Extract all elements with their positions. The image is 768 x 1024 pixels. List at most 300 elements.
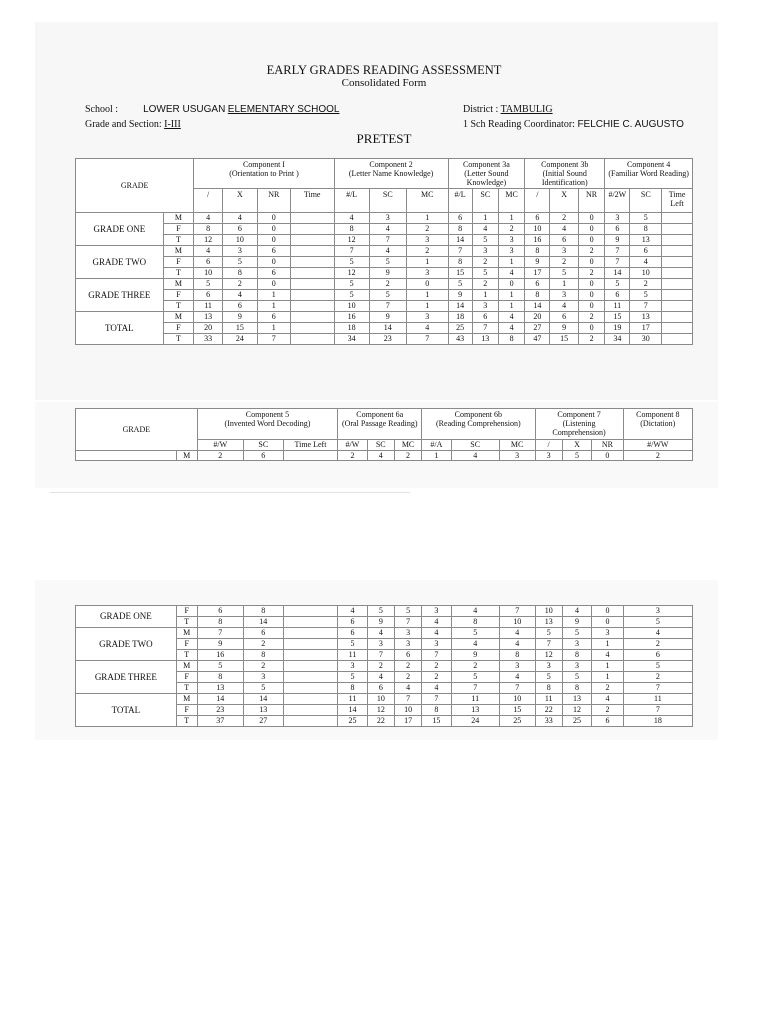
value-cell: 9 [369, 268, 406, 279]
value-cell: 2 [243, 639, 283, 650]
sex-cell: T [176, 716, 197, 727]
value-cell: 7 [369, 301, 406, 312]
value-cell: 10 [194, 268, 222, 279]
value-cell: 17 [394, 716, 421, 727]
school-label: School : [85, 104, 119, 115]
value-cell: 1 [592, 661, 623, 672]
value-cell: 5 [222, 257, 257, 268]
value-cell [283, 650, 338, 661]
sex-cell: T [163, 334, 194, 345]
value-cell: 5 [535, 628, 562, 639]
value-cell: 30 [630, 334, 662, 345]
value-cell: 13 [197, 683, 243, 694]
value-cell: 6 [525, 213, 550, 224]
value-cell: 10 [334, 301, 369, 312]
value-cell: 3 [222, 246, 257, 257]
pretest-table-components-5-8-continued [75, 605, 693, 727]
table-row [76, 235, 693, 246]
value-cell: 5 [369, 257, 406, 268]
value-cell: 4 [592, 694, 623, 705]
value-cell: 4 [550, 224, 578, 235]
component-header: Component 4 (Familiar Word Reading) [605, 159, 693, 189]
value-cell: 19 [605, 323, 630, 334]
value-cell [290, 323, 334, 334]
value-cell: 7 [605, 257, 630, 268]
value-cell: 14 [448, 235, 472, 246]
value-cell: 8 [562, 683, 591, 694]
value-cell: 4 [498, 268, 524, 279]
value-cell: 6 [197, 606, 243, 617]
value-cell: 2 [394, 661, 421, 672]
value-cell [290, 213, 334, 224]
grade-name: TOTAL [76, 312, 164, 345]
value-cell: 7 [334, 246, 369, 257]
value-cell: 3 [535, 451, 562, 461]
value-cell [290, 235, 334, 246]
value-cell: 2 [451, 661, 499, 672]
subheader-cell: #/L [334, 189, 369, 213]
subheader-cell: #/2W [605, 189, 630, 213]
value-cell: 1 [550, 279, 578, 290]
value-cell: 33 [194, 334, 222, 345]
value-cell: 3 [369, 213, 406, 224]
value-cell: 5 [535, 672, 562, 683]
value-cell: 0 [257, 279, 290, 290]
value-cell: 6 [243, 451, 283, 461]
component-header: Component 3a (Letter Sound Knowledge) [448, 159, 525, 189]
value-cell: 4 [222, 290, 257, 301]
value-cell: 2 [578, 246, 604, 257]
value-cell: 11 [338, 694, 367, 705]
grade-name: GRADE ONE [76, 213, 164, 246]
value-cell: 4 [367, 451, 394, 461]
sex-cell: M [176, 628, 197, 639]
value-cell: 5 [334, 279, 369, 290]
value-cell: 15 [550, 334, 578, 345]
subheader-cell: X [550, 189, 578, 213]
value-cell: 13 [243, 705, 283, 716]
value-cell: 8 [194, 224, 222, 235]
value-cell [283, 672, 338, 683]
grade-header: GRADE [76, 159, 194, 213]
sex-cell: F [176, 672, 197, 683]
value-cell: 10 [499, 694, 535, 705]
value-cell [283, 628, 338, 639]
sex-cell: F [176, 705, 197, 716]
value-cell: 3 [550, 246, 578, 257]
value-cell: 2 [472, 279, 498, 290]
value-cell: 3 [472, 301, 498, 312]
value-cell: 5 [472, 268, 498, 279]
component-header: Component 2 (Letter Name Knowledge) [334, 159, 448, 189]
value-cell: 4 [630, 257, 662, 268]
value-cell: 5 [630, 290, 662, 301]
value-cell: 4 [394, 683, 421, 694]
value-cell: 7 [499, 683, 535, 694]
value-cell: 6 [592, 716, 623, 727]
district-value: TAMBULIG [500, 104, 553, 115]
value-cell: 47 [525, 334, 550, 345]
value-cell: 2 [550, 213, 578, 224]
component-header: Component 5 (Invented Word Decoding) [197, 409, 338, 440]
value-cell: 15 [499, 705, 535, 716]
value-cell: 22 [367, 716, 394, 727]
table-row [76, 628, 693, 639]
subheader-cell: / [194, 189, 222, 213]
value-cell: 1 [498, 290, 524, 301]
value-cell: 7 [535, 639, 562, 650]
value-cell: 6 [630, 246, 662, 257]
grade-name: TOTAL [76, 694, 177, 727]
subheader-cell: #/WW [623, 440, 692, 451]
sex-cell: F [163, 323, 194, 334]
value-cell: 14 [525, 301, 550, 312]
subheader-cell: / [525, 189, 550, 213]
value-cell: 5 [394, 606, 421, 617]
value-cell: 5 [369, 290, 406, 301]
value-cell: 8 [197, 617, 243, 628]
value-cell: 3 [406, 235, 448, 246]
value-cell: 4 [338, 606, 367, 617]
value-cell: 16 [525, 235, 550, 246]
value-cell: 11 [338, 650, 367, 661]
value-cell: 2 [498, 224, 524, 235]
table-row [76, 323, 693, 334]
coordinator-label: 1 Sch Reading Coordinator: [463, 119, 575, 130]
value-cell: 14 [448, 301, 472, 312]
value-cell: 3 [550, 290, 578, 301]
value-cell: 6 [222, 301, 257, 312]
subheader-cell: X [562, 440, 591, 451]
subheader-cell: NR [257, 189, 290, 213]
value-cell: 4 [422, 683, 451, 694]
value-cell: 5 [194, 279, 222, 290]
value-cell: 4 [422, 617, 451, 628]
value-cell: 17 [525, 268, 550, 279]
sex-cell: T [163, 301, 194, 312]
value-cell [662, 301, 693, 312]
value-cell: 15 [605, 312, 630, 323]
value-cell: 20 [194, 323, 222, 334]
value-cell: 9 [197, 639, 243, 650]
value-cell: 8 [222, 268, 257, 279]
value-cell: 17 [630, 323, 662, 334]
value-cell: 4 [194, 213, 222, 224]
value-cell: 3 [422, 639, 451, 650]
value-cell: 5 [623, 661, 692, 672]
table-row [76, 334, 693, 345]
value-cell: 8 [243, 606, 283, 617]
component-header-row [76, 409, 693, 440]
coordinator-name: FELCHIE C. AUGUSTO [577, 119, 684, 130]
value-cell: 6 [338, 617, 367, 628]
value-cell: 6 [222, 224, 257, 235]
value-cell: 10 [630, 268, 662, 279]
value-cell [283, 617, 338, 628]
document-title: EARLY GRADES READING ASSESSMENT [266, 63, 502, 77]
subheader-cell: Time Left [283, 440, 338, 451]
value-cell: 5 [451, 628, 499, 639]
value-cell: 7 [630, 301, 662, 312]
value-cell: 4 [498, 312, 524, 323]
value-cell: 6 [605, 290, 630, 301]
grade-name [76, 451, 177, 461]
value-cell: 2 [623, 639, 692, 650]
subheader-cell: MC [498, 189, 524, 213]
value-cell: 3 [562, 661, 591, 672]
value-cell [283, 639, 338, 650]
value-cell: 2 [367, 661, 394, 672]
table-row [76, 213, 693, 224]
sex-cell: M [176, 661, 197, 672]
sex-cell: T [176, 650, 197, 661]
value-cell: 1 [406, 213, 448, 224]
value-cell: 9 [369, 312, 406, 323]
value-cell: 7 [422, 694, 451, 705]
value-cell: 12 [194, 235, 222, 246]
sex-cell: M [163, 246, 194, 257]
value-cell: 4 [499, 628, 535, 639]
subheader-cell: SC [472, 189, 498, 213]
value-cell: 3 [592, 628, 623, 639]
value-cell: 2 [623, 451, 692, 461]
value-cell: 18 [448, 312, 472, 323]
value-cell: 1 [472, 290, 498, 301]
value-cell: 4 [406, 323, 448, 334]
value-cell: 8 [422, 705, 451, 716]
value-cell: 9 [222, 312, 257, 323]
value-cell: 5 [367, 606, 394, 617]
value-cell: 2 [222, 279, 257, 290]
sex-cell: F [176, 639, 197, 650]
value-cell: 5 [334, 290, 369, 301]
value-cell: 0 [257, 213, 290, 224]
value-cell: 6 [525, 279, 550, 290]
value-cell: 3 [535, 661, 562, 672]
value-cell: 14 [197, 694, 243, 705]
document-subtitle: Consolidated Form [341, 77, 427, 89]
component-header: Component 7 (Listening Comprehension) [535, 409, 623, 440]
value-cell: 14 [243, 617, 283, 628]
value-cell: 2 [369, 279, 406, 290]
value-cell: 8 [448, 224, 472, 235]
value-cell: 1 [592, 672, 623, 683]
pretest-table-components-1-4 [75, 158, 693, 345]
value-cell: 7 [394, 617, 421, 628]
value-cell: 6 [550, 235, 578, 246]
value-cell: 14 [369, 323, 406, 334]
value-cell: 6 [605, 224, 630, 235]
value-cell: 13 [194, 312, 222, 323]
value-cell: 34 [605, 334, 630, 345]
value-cell: 12 [535, 650, 562, 661]
value-cell: 24 [451, 716, 499, 727]
value-cell: 33 [535, 716, 562, 727]
subheader-cell: #/W [338, 440, 367, 451]
value-cell: 5 [448, 279, 472, 290]
value-cell: 5 [243, 683, 283, 694]
value-cell [290, 290, 334, 301]
value-cell: 2 [197, 451, 243, 461]
value-cell: 4 [550, 301, 578, 312]
value-cell: 0 [592, 451, 623, 461]
value-cell [662, 235, 693, 246]
value-cell: 4 [334, 213, 369, 224]
value-cell: 0 [257, 235, 290, 246]
sex-cell: T [176, 683, 197, 694]
value-cell: 14 [338, 705, 367, 716]
value-cell: 1 [257, 301, 290, 312]
value-cell: 25 [562, 716, 591, 727]
value-cell [662, 312, 693, 323]
table-row [76, 661, 693, 672]
school-line [85, 104, 340, 115]
value-cell: 15 [222, 323, 257, 334]
value-cell: 6 [338, 628, 367, 639]
value-cell: 4 [451, 451, 499, 461]
subheader-cell: SC [367, 440, 394, 451]
value-cell: 9 [451, 650, 499, 661]
value-cell: 8 [499, 650, 535, 661]
value-cell [662, 290, 693, 301]
value-cell: 1 [498, 257, 524, 268]
value-cell: 0 [578, 301, 604, 312]
value-cell: 2 [422, 661, 451, 672]
value-cell [290, 268, 334, 279]
subheader-cell: Time Left [662, 189, 693, 213]
value-cell: 3 [605, 213, 630, 224]
value-cell: 10 [367, 694, 394, 705]
value-cell: 9 [562, 617, 591, 628]
value-cell: 1 [257, 290, 290, 301]
value-cell: 5 [338, 672, 367, 683]
district-line [463, 104, 553, 115]
value-cell: 5 [562, 628, 591, 639]
value-cell: 7 [499, 606, 535, 617]
value-cell: 25 [499, 716, 535, 727]
value-cell: 13 [535, 617, 562, 628]
value-cell: 4 [499, 672, 535, 683]
value-cell: 0 [578, 257, 604, 268]
grade-section-value: I-III [164, 119, 181, 130]
value-cell: 9 [605, 235, 630, 246]
grade-name: GRADE TWO [76, 628, 177, 661]
value-cell: 6 [472, 312, 498, 323]
table-row [76, 268, 693, 279]
value-cell: 4 [451, 639, 499, 650]
component-header: Component 6a (Oral Passage Reading) [338, 409, 422, 440]
value-cell [290, 312, 334, 323]
value-cell: 13 [472, 334, 498, 345]
value-cell: 8 [498, 334, 524, 345]
value-cell [662, 268, 693, 279]
value-cell: 5 [197, 661, 243, 672]
value-cell: 25 [448, 323, 472, 334]
subheader-cell: X [222, 189, 257, 213]
value-cell: 4 [367, 672, 394, 683]
district-label: District : [463, 104, 499, 115]
value-cell: 0 [578, 224, 604, 235]
value-cell: 6 [367, 683, 394, 694]
sex-cell: F [163, 224, 194, 235]
subheader-cell: NR [578, 189, 604, 213]
value-cell: 1 [422, 451, 451, 461]
value-cell: 4 [498, 323, 524, 334]
sex-cell: M [163, 312, 194, 323]
value-cell: 8 [525, 246, 550, 257]
value-cell: 18 [334, 323, 369, 334]
table-row [76, 301, 693, 312]
value-cell: 3 [498, 246, 524, 257]
value-cell [290, 279, 334, 290]
sex-cell: F [176, 606, 197, 617]
value-cell [283, 694, 338, 705]
value-cell: 5 [630, 213, 662, 224]
value-cell: 2 [592, 705, 623, 716]
value-cell [662, 257, 693, 268]
grade-name: GRADE THREE [76, 661, 177, 694]
value-cell: 3 [338, 661, 367, 672]
value-cell: 11 [623, 694, 692, 705]
value-cell: 4 [194, 246, 222, 257]
value-cell: 11 [194, 301, 222, 312]
value-cell: 2 [592, 683, 623, 694]
table-row [76, 694, 693, 705]
value-cell [662, 323, 693, 334]
subheader-cell: MC [406, 189, 448, 213]
value-cell [662, 279, 693, 290]
table-row [76, 246, 693, 257]
value-cell: 8 [338, 683, 367, 694]
sex-cell: T [176, 617, 197, 628]
component-header: Component 6b (Reading Comprehension) [422, 409, 535, 440]
subheader-cell: SC [369, 189, 406, 213]
value-cell: 4 [623, 628, 692, 639]
value-cell: 5 [334, 257, 369, 268]
value-cell [662, 246, 693, 257]
value-cell [283, 716, 338, 727]
value-cell: 3 [422, 606, 451, 617]
component-header: Component 3b (Initial Sound Identification) [525, 159, 605, 189]
value-cell: 43 [448, 334, 472, 345]
value-cell: 7 [406, 334, 448, 345]
value-cell: 0 [578, 323, 604, 334]
table-row [76, 451, 693, 461]
value-cell: 5 [605, 279, 630, 290]
value-cell: 1 [406, 257, 448, 268]
value-cell: 7 [623, 705, 692, 716]
value-cell [662, 213, 693, 224]
value-cell: 2 [578, 268, 604, 279]
value-cell: 2 [550, 257, 578, 268]
value-cell [283, 661, 338, 672]
value-cell [290, 257, 334, 268]
value-cell: 25 [338, 716, 367, 727]
value-cell: 3 [394, 628, 421, 639]
subheader-cell: MC [499, 440, 535, 451]
value-cell: 10 [499, 617, 535, 628]
value-cell: 5 [338, 639, 367, 650]
subheader-cell: / [535, 440, 562, 451]
value-cell: 14 [243, 694, 283, 705]
value-cell: 10 [222, 235, 257, 246]
value-cell [283, 683, 338, 694]
value-cell: 7 [605, 246, 630, 257]
value-cell: 4 [369, 246, 406, 257]
value-cell: 0 [592, 606, 623, 617]
value-cell: 2 [406, 224, 448, 235]
table-row [76, 290, 693, 301]
